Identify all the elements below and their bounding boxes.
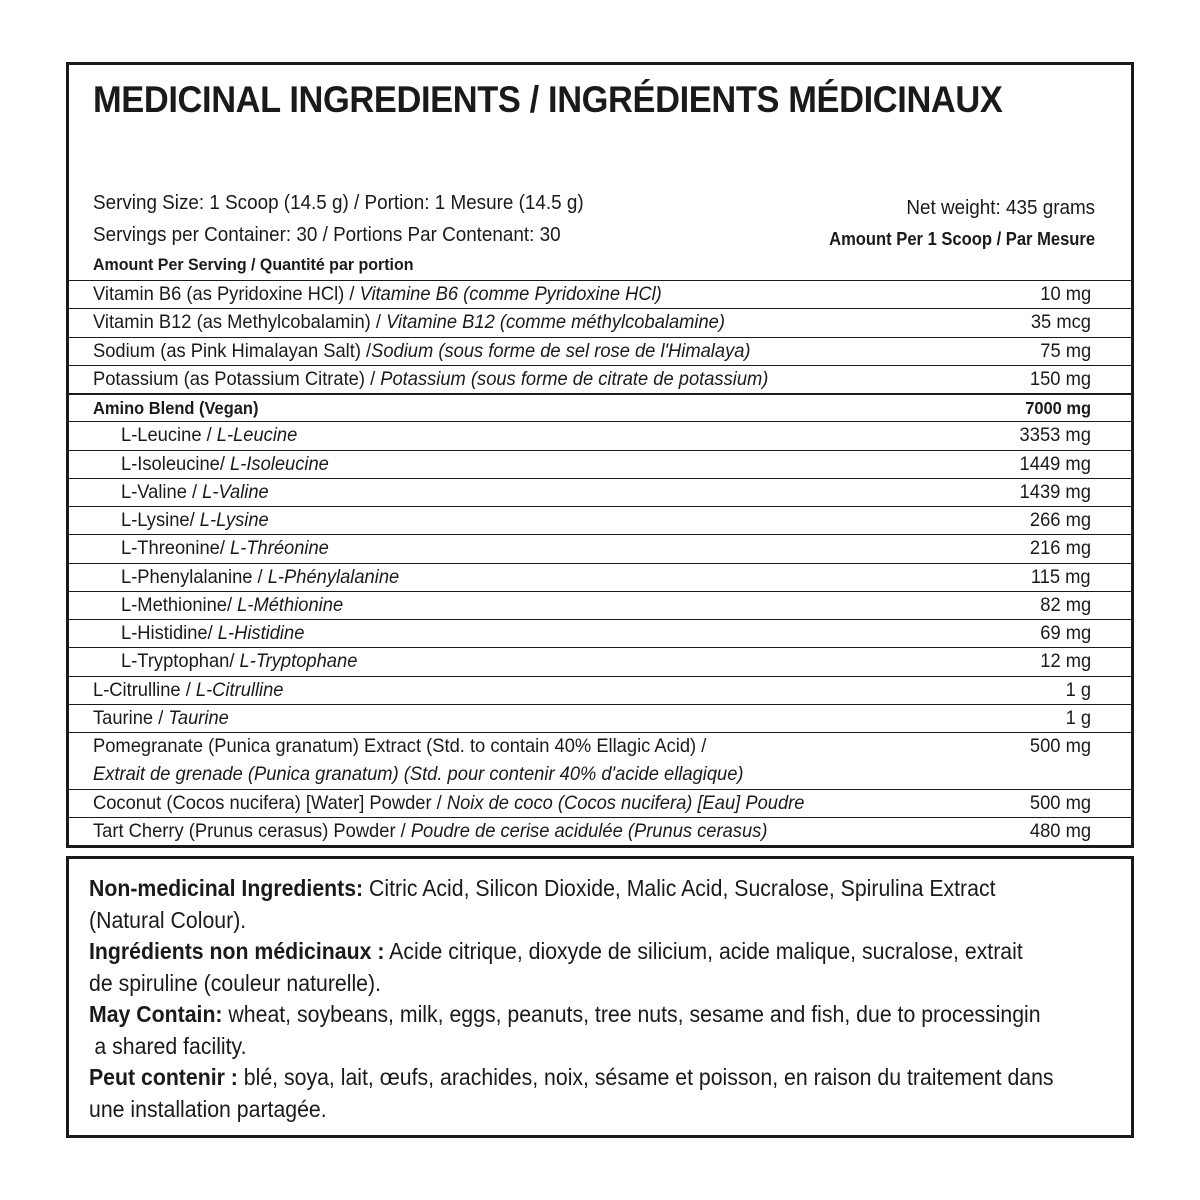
ingredient-amount: 115 mg bbox=[1031, 565, 1091, 588]
serving-size: Serving Size: 1 Scoop (14.5 g) / Portion: 1 Mesure (14.5 g) bbox=[93, 191, 584, 214]
ingredient-name: L-Valine / L-Valine bbox=[121, 480, 269, 503]
ingredient-amount: 1 g bbox=[1065, 678, 1091, 701]
ingredient-amount: 150 mg bbox=[1029, 367, 1091, 390]
ingredient-row bbox=[69, 591, 1131, 619]
ingredient-row bbox=[69, 421, 1131, 449]
ingredient-row bbox=[69, 817, 1131, 845]
may-contain-fr: Peut contenir : blé, soya, lait, œufs, arachides, noix, sésame et poisson, en raison du traitement dans une installation partagée. bbox=[89, 1064, 1054, 1122]
ingredient-row bbox=[69, 308, 1131, 336]
ingredient-row bbox=[69, 563, 1131, 591]
ingredient-name: Vitamin B12 (as Methylcobalamin) / Vitamine B12 (comme méthylcobalamine) bbox=[93, 311, 725, 334]
ingredient-name: L-Citrulline / L-Citrulline bbox=[93, 678, 284, 701]
ingredient-name: Potassium (as Potassium Citrate) / Potassium (sous forme de citrate de potassium) bbox=[93, 367, 769, 390]
ingredient-amount: 75 mg bbox=[1040, 339, 1091, 362]
medicinal-ingredients-panel bbox=[66, 62, 1134, 848]
non-medicinal-panel bbox=[66, 856, 1134, 1138]
ingredient-row bbox=[69, 619, 1131, 647]
ingredient-name: Vitamin B6 (as Pyridoxine HCl) / Vitamine B6 (comme Pyridoxine HCl) bbox=[93, 283, 662, 305]
ingredient-amount: 12 mg bbox=[1040, 650, 1091, 673]
ingredient-amount: 266 mg bbox=[1029, 509, 1091, 531]
ingredient-name: L-Methionine/ L-Méthionine bbox=[121, 593, 344, 616]
ingredient-row bbox=[69, 478, 1131, 506]
ingredient-name-fr: Extrait de grenade (Punica granatum) (Std. pour contenir 40% d'acide ellagique) bbox=[93, 763, 744, 785]
amount-per-serving-label: Amount Per Serving / Quantité par portion bbox=[93, 255, 414, 274]
ingredient-amount: 35 mcg bbox=[1030, 311, 1091, 334]
ingredient-row bbox=[69, 450, 1131, 478]
ingredient-name: L-Lysine/ L-Lysine bbox=[121, 509, 269, 531]
ingredient-name bbox=[93, 846, 836, 848]
ingredient-amount: 1449 mg bbox=[1019, 452, 1091, 475]
ingredient-amount: 69 mg bbox=[1040, 622, 1091, 644]
ingredient-amount: 1439 mg bbox=[1019, 480, 1091, 503]
ingredient-amount: 500 mg bbox=[1029, 735, 1091, 757]
amount-per-scoop-label: Amount Per 1 Scoop / Par Mesure bbox=[829, 229, 1095, 249]
ingredient-row bbox=[69, 280, 1131, 308]
ingredient-amount: 500 mg bbox=[1029, 791, 1091, 814]
ingredient-name: L-Leucine / L-Leucine bbox=[121, 424, 298, 447]
ingredient-row bbox=[69, 337, 1131, 365]
ingredient-name: Coconut (Cocos nucifera) [Water] Powder / Noix de coco (Cocos nucifera) [Eau] Poudre bbox=[93, 791, 805, 814]
ingredient-row bbox=[69, 845, 1131, 848]
ingredient-amount: 480 mg bbox=[1029, 819, 1091, 842]
ingredient-amount: 3353 mg bbox=[1019, 424, 1091, 447]
ingredient-row bbox=[69, 704, 1131, 732]
ingredient-amount: 82 mg bbox=[1040, 593, 1091, 616]
amino-blend-row bbox=[69, 393, 1131, 421]
ingredient-row bbox=[69, 647, 1131, 675]
ingredient-amount: 7000 mg bbox=[1025, 398, 1091, 418]
net-weight: Net weight: 435 grams bbox=[906, 196, 1095, 219]
ingredient-row bbox=[69, 789, 1131, 817]
ingredient-name: Taurine / Taurine bbox=[93, 706, 229, 729]
ingredient-amount: 216 mg bbox=[1029, 537, 1091, 560]
ingredient-name: Sodium (as Pink Himalayan Salt) /Sodium (sous forme de sel rose de l'Himalaya) bbox=[93, 339, 751, 362]
ingredient-name: L-Tryptophan/ L-Tryptophane bbox=[121, 650, 358, 673]
ingredient-row bbox=[69, 534, 1131, 562]
ingredient-name: Amino Blend (Vegan) bbox=[93, 398, 259, 418]
ingredient-amount bbox=[1015, 846, 1091, 848]
ingredient-row bbox=[69, 732, 1131, 789]
non-medicinal-ingredients-en: Non-medicinal Ingredients: Citric Acid, Silicon Dioxide, Malic Acid, Sucralose, Spirulina Extract (Natural Colour). bbox=[89, 875, 996, 933]
ingredient-amount: 10 mg bbox=[1040, 283, 1091, 305]
servings-per-container: Servings per Container: 30 / Portions Par Contenant: 30 bbox=[93, 223, 561, 246]
ingredient-name: Tart Cherry (Prunus cerasus) Powder / Poudre de cerise acidulée (Prunus cerasus) bbox=[93, 819, 768, 842]
ingredient-row bbox=[69, 676, 1131, 704]
may-contain-en: May Contain: wheat, soybeans, milk, eggs, peanuts, tree nuts, sesame and fish, due to processingin a shared facility. bbox=[89, 1001, 1041, 1059]
ingredient-row bbox=[69, 365, 1131, 393]
non-medicinal-ingredients-fr: Ingrédients non médicinaux : Acide citrique, dioxyde de silicium, acide malique, sucralose, extrait de spiruline (couleur naturelle). bbox=[89, 938, 1023, 996]
ingredient-amount: 1 g bbox=[1065, 706, 1091, 729]
ingredient-name: L-Histidine/ L-Histidine bbox=[121, 622, 305, 644]
ingredient-name: Pomegranate (Punica granatum) Extract (Std. to contain 40% Ellagic Acid) / bbox=[93, 735, 707, 757]
ingredient-name: L-Phenylalanine / L-Phénylalanine bbox=[121, 565, 400, 588]
ingredient-name: L-Isoleucine/ L-Isoleucine bbox=[121, 452, 329, 475]
panel-title: MEDICINAL INGREDIENTS / INGRÉDIENTS MÉDICINAUX bbox=[93, 79, 1003, 120]
ingredient-table bbox=[69, 280, 1131, 848]
ingredient-name: L-Threonine/ L-Thréonine bbox=[121, 537, 329, 560]
ingredient-row bbox=[69, 506, 1131, 534]
